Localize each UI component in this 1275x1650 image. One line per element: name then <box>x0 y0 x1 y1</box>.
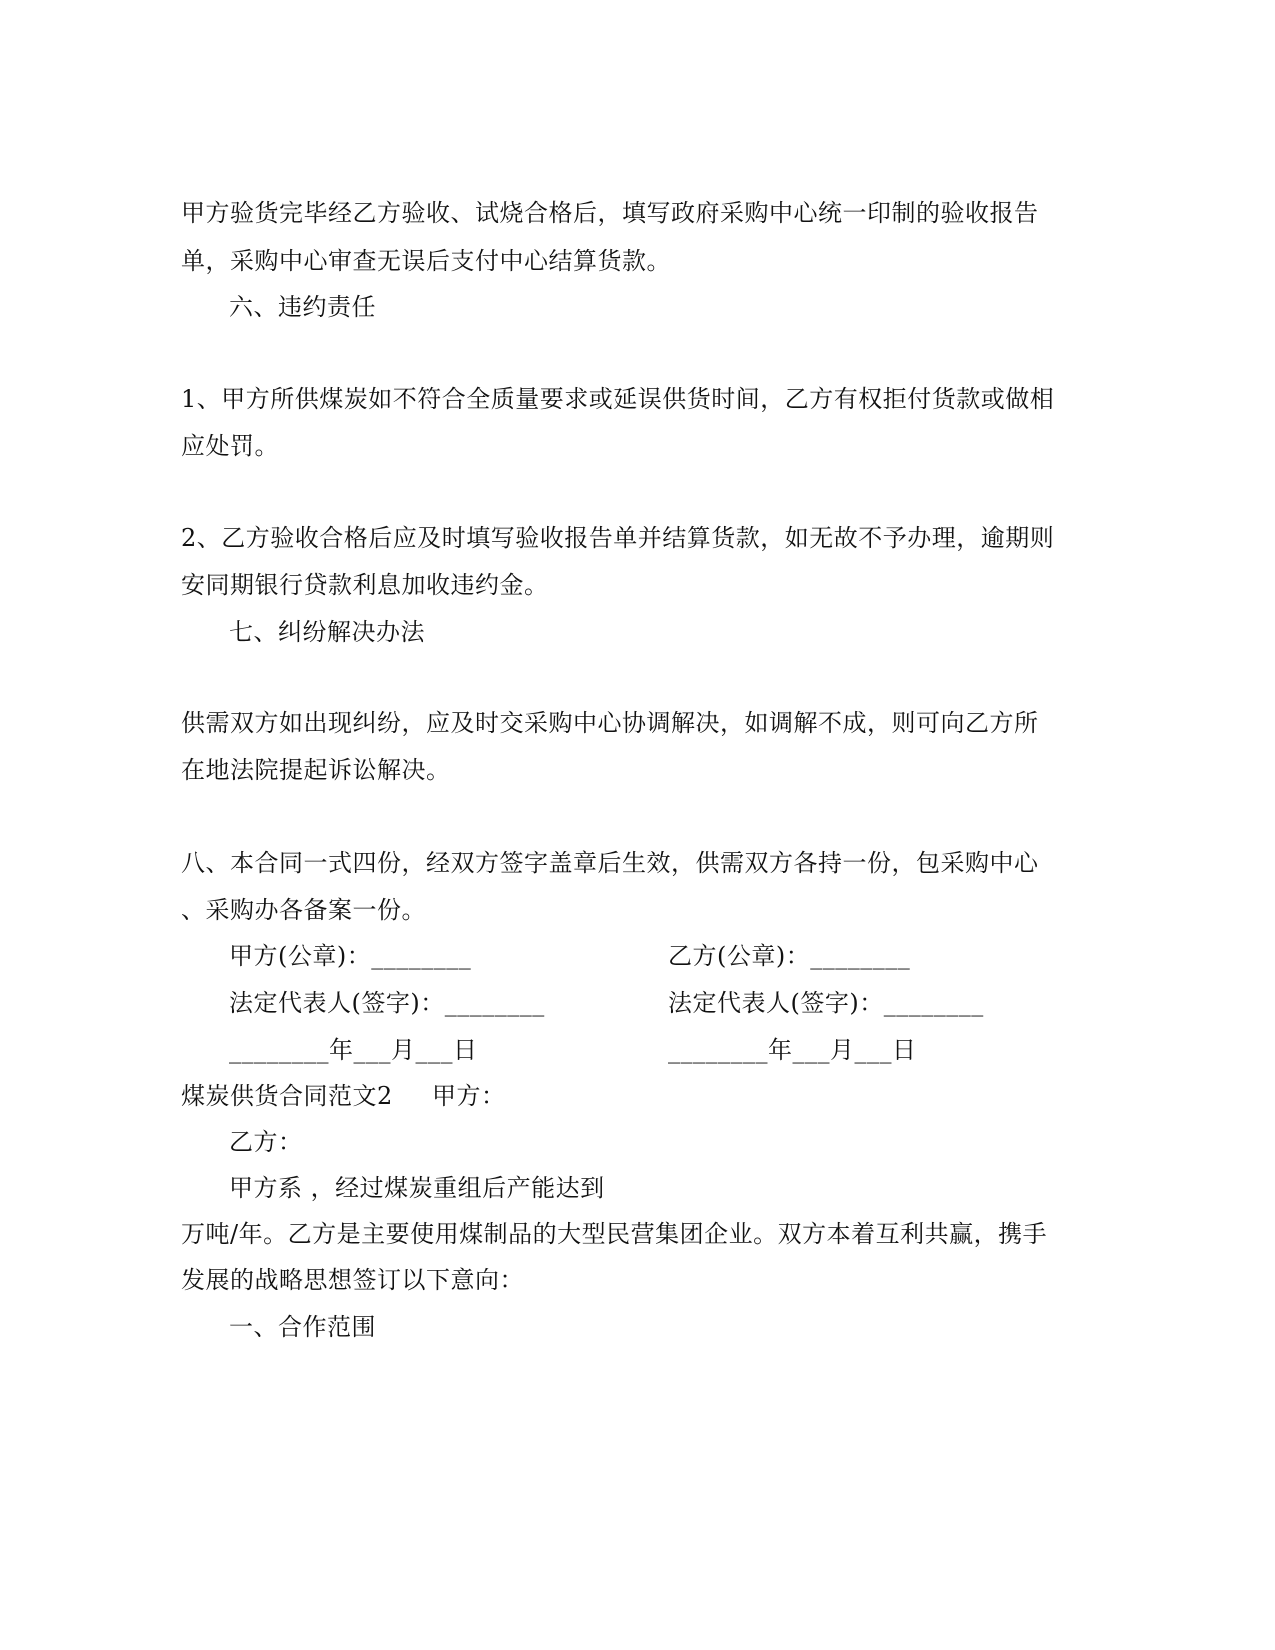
section2-party-b: 乙方： <box>229 1128 303 1156</box>
paragraph-line: 1、甲方所供煤炭如不符合全质量要求或延误供货时间，乙方有权拒付货款或做相 <box>181 385 1055 413</box>
section2-intro-line: 万吨/年。乙方是主要使用煤制品的大型民营集团企业。双方本着互利共赢，携手 <box>181 1220 1048 1248</box>
paragraph-line: 、采购办各备案一份。 <box>181 896 426 924</box>
party-a-date-line: ________年___月___日 <box>229 1036 478 1064</box>
paragraph-line: 在地法院提起诉讼解决。 <box>181 756 451 784</box>
party-a-seal-line: 甲方(公章)：________ <box>229 942 472 970</box>
party-b-date-line: ________年___月___日 <box>668 1036 917 1064</box>
paragraph-line: 应处罚。 <box>181 432 279 460</box>
paragraph-line: 单，采购中心审查无误后支付中心结算货款。 <box>181 247 671 275</box>
party-a-rep-line: 法定代表人(签字)：________ <box>229 989 545 1017</box>
paragraph-line: 八、本合同一式四份，经双方签字盖章后生效，供需双方各持一份，包采购中心 <box>181 849 1039 877</box>
section2-title: 煤炭供货合同范文2 <box>181 1082 393 1110</box>
paragraph-line: 2、乙方验收合格后应及时填写验收报告单并结算货款，如无故不予办理，逾期则 <box>181 524 1055 552</box>
section2-intro-line: 甲方系 ，经过煤炭重组后产能达到 <box>229 1174 605 1202</box>
section2-heading: 一、合作范围 <box>229 1313 376 1341</box>
party-b-rep-line: 法定代表人(签字)：________ <box>668 989 984 1017</box>
section2-party-a: 甲方： <box>432 1082 506 1110</box>
section2-intro-line: 发展的战略思想签订以下意向： <box>181 1266 524 1294</box>
section-heading: 七、纠纷解决办法 <box>229 618 425 646</box>
paragraph-line: 供需双方如出现纠纷，应及时交采购中心协调解决，如调解不成，则可向乙方所 <box>181 709 1039 737</box>
paragraph-line: 甲方验货完毕经乙方验收、试烧合格后，填写政府采购中心统一印制的验收报告 <box>181 199 1039 227</box>
party-b-seal-line: 乙方(公章)：________ <box>668 942 911 970</box>
paragraph-line: 安同期银行贷款利息加收违约金。 <box>181 571 549 599</box>
section-heading: 六、违约责任 <box>229 293 376 321</box>
